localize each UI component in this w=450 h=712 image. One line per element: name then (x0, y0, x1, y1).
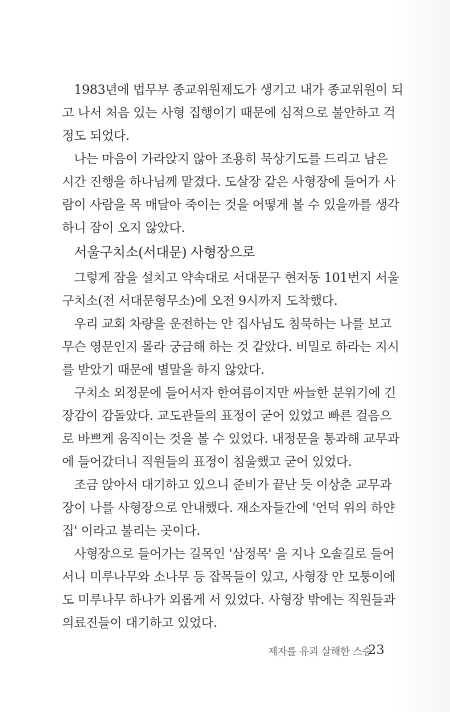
body-text-line: 하니 잠이 오지 않았다. (62, 220, 185, 235)
body-text-line: 사형장으로 들어가는 길목인 '삼정목' 을 지나 오솔길로 들어 (74, 546, 395, 561)
body-text-line: 시간 진행을 하나님께 맡겼다. 도살장 같은 사형장에 들어가 사 (62, 174, 396, 189)
body-text-line: 도 미루나무 하나가 외롭게 서 있었다. 사형장 밖에는 직원들과 (62, 592, 396, 607)
section-heading: 서울구치소(서대문) 사형장으로 (74, 245, 255, 261)
body-text-line: 나는 마음이 가라앉지 않아 조용히 묵상기도를 드리고 남은 (74, 151, 388, 166)
body-text-line: 의료진들이 대기하고 있었다. (62, 615, 217, 630)
body-text-line: 무슨 영문인지 몰라 궁금해 하는 것 같았다. 비밀로 하라는 지시 (62, 339, 400, 354)
body-text-line: 구치소(전 서대문형무소)에 오전 9시까지 도착했다. (62, 293, 338, 308)
body-text-line: 집' 이라고 불리는 곳이다. (62, 523, 201, 538)
body-text-line: 장이 나를 사형장으로 안내했다. 재소자들간에 '언덕 위의 하얀 (62, 500, 395, 515)
body-text-line: 고 나서 처음 있는 사형 집행이기 때문에 심적으로 불안하고 걱 (62, 105, 396, 120)
body-text-line: 구치소 외정문에 들어서자 한여름이지만 싸늘한 분위기에 긴 (74, 385, 396, 400)
page-number: 23 (368, 643, 385, 658)
body-text-line: 람이 사람을 목 매달아 죽이는 것을 어떻게 볼 수 있을까를 생각 (62, 197, 400, 212)
body-text-line: 조금 앉아서 대기하고 있으니 준비가 끝난 듯 이상춘 교무과 (74, 477, 392, 492)
body-text-line: 에 들어갔더니 직원들의 표정이 침울했고 굳어 있었다. (62, 454, 352, 469)
body-text-line: 장감이 감돌았다. 교도관들의 표정이 굳어 있었고 빠른 걸음으 (62, 408, 392, 423)
body-text-line: 서니 미루나무와 소나무 등 잡목들이 있고, 사형장 안 모퉁이에 (62, 569, 396, 584)
body-text-line: 정도 되었다. (62, 128, 130, 143)
running-footer-title: 제자를 유괴 살해한 스승 (268, 647, 372, 658)
body-text-line: 를 받았기 때문에 별말을 하지 않았다. (62, 362, 265, 377)
body-text-line: 1983년에 법무부 종교위원제도가 생기고 내가 종교위원이 되 (74, 82, 404, 97)
body-text-line: 그렇게 잠을 설치고 약속대로 서대문구 현저동 101번지 서울 (74, 270, 400, 285)
body-text-line: 로 바쁘게 움직이는 것을 볼 수 있었다. 내정문을 통과해 교무과 (62, 431, 400, 446)
body-text-line: 우리 교회 차량을 운전하는 안 집사님도 침묵하는 나를 보고 (74, 316, 392, 331)
